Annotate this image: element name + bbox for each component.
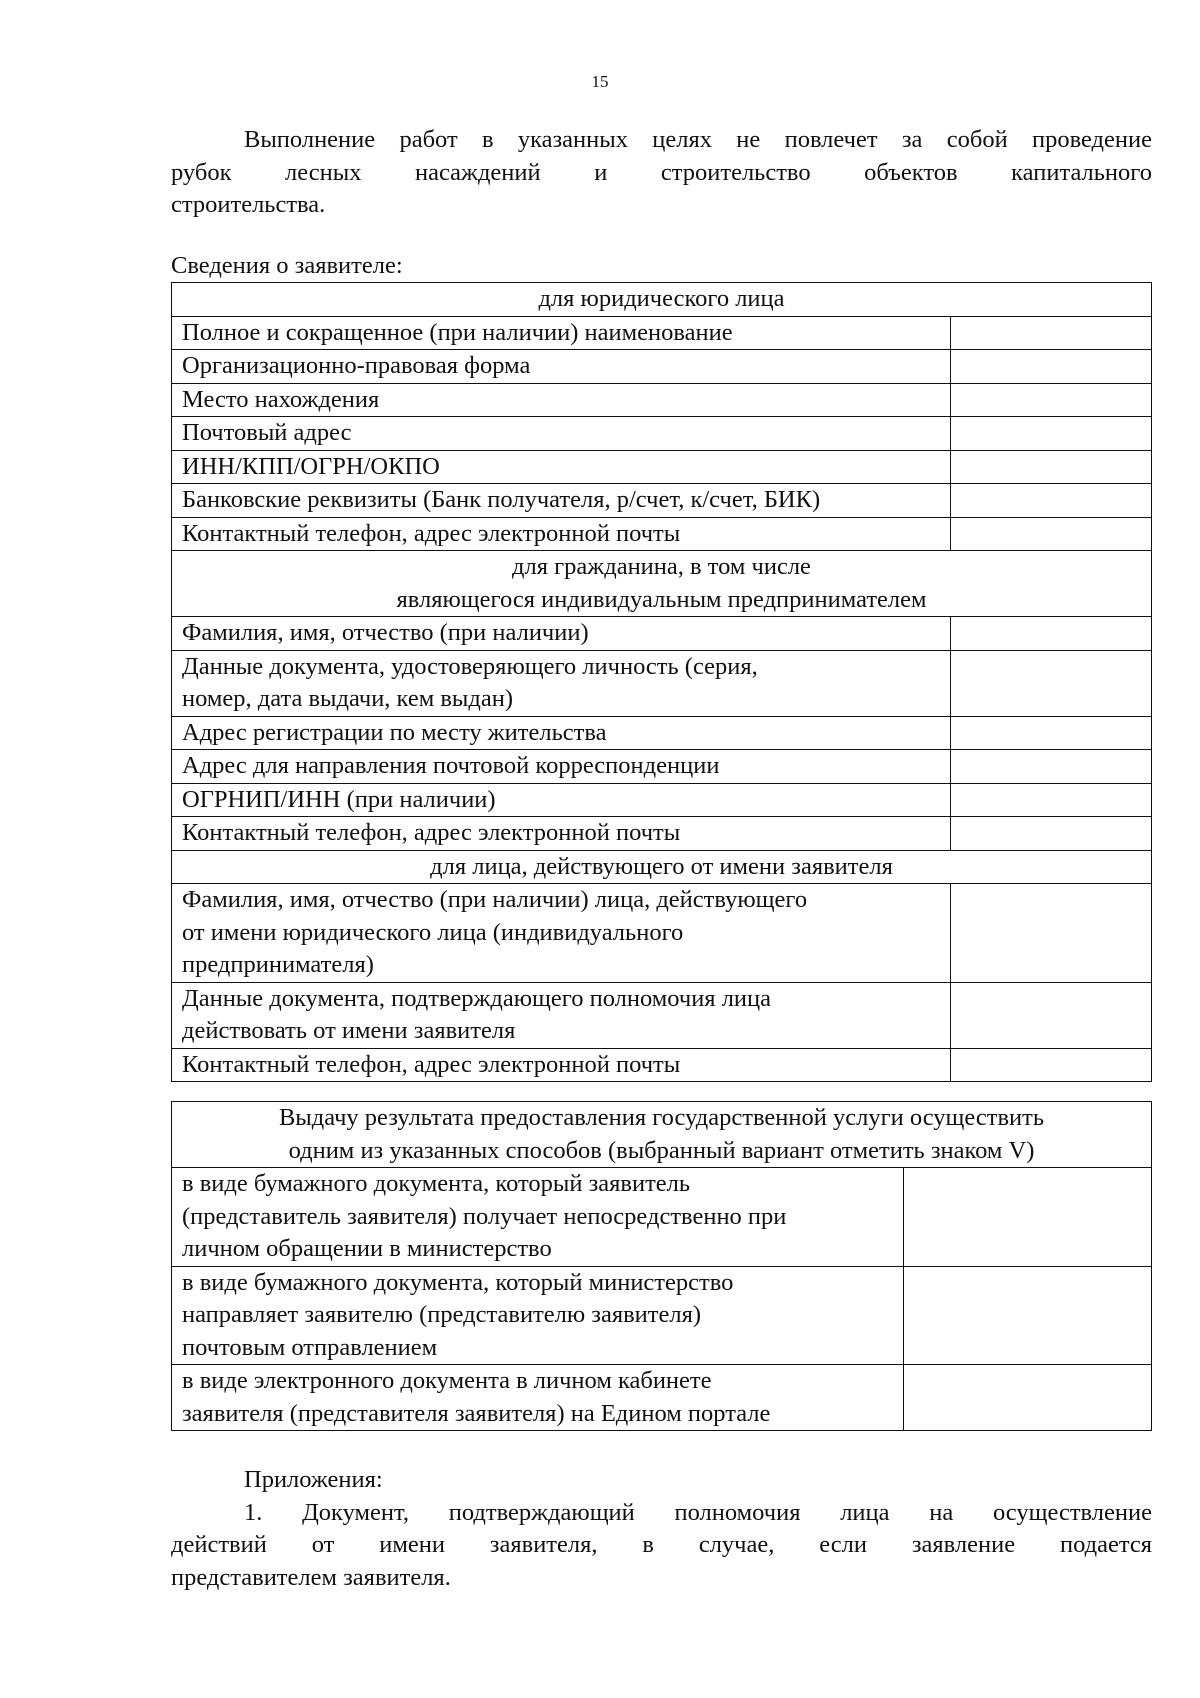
delivery-option-mark-cell[interactable] xyxy=(904,1168,1152,1267)
field-label: Контактный телефон, адрес электронной почты xyxy=(172,817,951,851)
citizen-contact-value-cell[interactable] xyxy=(951,817,1152,851)
authority-document-value-cell[interactable] xyxy=(951,982,1152,1048)
section-heading-row xyxy=(172,283,1152,317)
table-row xyxy=(172,817,1152,851)
attachment-item-line: действий от имени заявителя, в случае, если заявление подается xyxy=(171,1531,1152,1558)
table-row xyxy=(172,617,1152,651)
table-row xyxy=(172,350,1152,384)
bank-details-value-cell[interactable] xyxy=(951,484,1152,518)
applicant-caption: Сведения о заявителе: xyxy=(171,252,403,279)
field-label: Данные документа, удостоверяющего личность (серия, номер, дата выдачи, кем выдан) xyxy=(172,650,951,716)
table-row xyxy=(172,1365,1152,1431)
field-label: ИНН/КПП/ОГРН/ОКПО xyxy=(172,450,951,484)
field-label: Полное и сокращенное (при наличии) наименование xyxy=(172,316,951,350)
table-row xyxy=(172,1168,1152,1267)
intro-line: рубок лесных насаждений и строительство объектов капитального xyxy=(171,158,1152,186)
table-row xyxy=(172,450,1152,484)
section-heading-citizen: для гражданина, в том числе являющегося индивидуальным предпринимателем xyxy=(172,551,1152,617)
contact-value-cell[interactable] xyxy=(951,517,1152,551)
table-row xyxy=(172,517,1152,551)
table-row xyxy=(172,383,1152,417)
delivery-heading: Выдачу результата предоставления государственной услуги осуществить одним из указанных способов (выбранный вариант отметить знаком V) xyxy=(172,1102,1152,1168)
field-label: Фамилия, имя, отчество (при наличии) xyxy=(172,617,951,651)
page-number: 15 xyxy=(591,72,609,91)
legal-form-value-cell[interactable] xyxy=(951,350,1152,384)
attachments-section xyxy=(171,1464,1152,1594)
representative-contact-value-cell[interactable] xyxy=(951,1048,1152,1082)
attachments-heading: Приложения: xyxy=(244,1466,383,1493)
table-row xyxy=(172,650,1152,716)
field-label: Место нахождения xyxy=(172,383,951,417)
registration-address-value-cell[interactable] xyxy=(951,716,1152,750)
table-row xyxy=(172,783,1152,817)
section-heading-legal-entity: для юридического лица xyxy=(172,283,1152,317)
field-label: Почтовый адрес xyxy=(172,417,951,451)
id-document-value-cell[interactable] xyxy=(951,650,1152,716)
table-row xyxy=(172,884,1152,983)
section-heading-row xyxy=(172,850,1152,884)
location-value-cell[interactable] xyxy=(951,383,1152,417)
table-row xyxy=(172,316,1152,350)
field-label: Фамилия, имя, отчество (при наличии) лица, действующего от имени юридического лица (индивидуального предпринимателя) xyxy=(172,884,951,983)
attachment-item-line: представителем заявителя. xyxy=(171,1563,451,1591)
table-row xyxy=(172,750,1152,784)
intro-line: Выполнение работ в указанных целях не повлечет за собой проведение xyxy=(244,126,1152,153)
full-name-value-cell[interactable] xyxy=(951,316,1152,350)
delivery-option-label: в виде бумажного документа, который заявитель (представитель заявителя) получает непосредственно при личном обращении в министерство xyxy=(172,1168,904,1267)
table-row xyxy=(172,716,1152,750)
field-label: Адрес регистрации по месту жительства xyxy=(172,716,951,750)
field-label: Банковские реквизиты (Банк получателя, р/счет, к/счет, БИК) xyxy=(172,484,951,518)
section-heading-representative: для лица, действующего от имени заявителя xyxy=(172,850,1152,884)
table-row xyxy=(172,417,1152,451)
intro-paragraph xyxy=(171,124,1152,222)
section-heading-row xyxy=(172,1102,1152,1168)
field-label: ОГРНИП/ИНН (при наличии) xyxy=(172,783,951,817)
field-label: Данные документа, подтверждающего полномочия лица действовать от имени заявителя xyxy=(172,982,951,1048)
table-row xyxy=(172,1266,1152,1365)
delivery-method-table xyxy=(171,1101,1152,1431)
table-row xyxy=(172,1048,1152,1082)
representative-name-value-cell[interactable] xyxy=(951,884,1152,983)
table-row xyxy=(172,982,1152,1048)
attachment-item-line: 1. Документ, подтверждающий полномочия лица на осуществление xyxy=(244,1498,1152,1526)
field-label: Адрес для направления почтовой корреспонденции xyxy=(172,750,951,784)
field-label: Организационно-правовая форма xyxy=(172,350,951,384)
mailing-address-value-cell[interactable] xyxy=(951,750,1152,784)
postal-address-value-cell[interactable] xyxy=(951,417,1152,451)
field-label: Контактный телефон, адрес электронной почты xyxy=(172,1048,951,1082)
delivery-option-label: в виде электронного документа в личном кабинете заявителя (представителя заявителя) на Едином портале xyxy=(172,1365,904,1431)
inn-kpp-value-cell[interactable] xyxy=(951,450,1152,484)
ogrnip-value-cell[interactable] xyxy=(951,783,1152,817)
intro-line: строительства. xyxy=(171,191,326,218)
applicant-table xyxy=(171,282,1152,1082)
delivery-option-label: в виде бумажного документа, который министерство направляет заявителю (представителю заявителя) почтовым отправлением xyxy=(172,1266,904,1365)
citizen-name-value-cell[interactable] xyxy=(951,617,1152,651)
delivery-option-mark-cell[interactable] xyxy=(904,1266,1152,1365)
delivery-option-mark-cell[interactable] xyxy=(904,1365,1152,1431)
table-row xyxy=(172,484,1152,518)
section-heading-row xyxy=(172,551,1152,617)
field-label: Контактный телефон, адрес электронной почты xyxy=(172,517,951,551)
